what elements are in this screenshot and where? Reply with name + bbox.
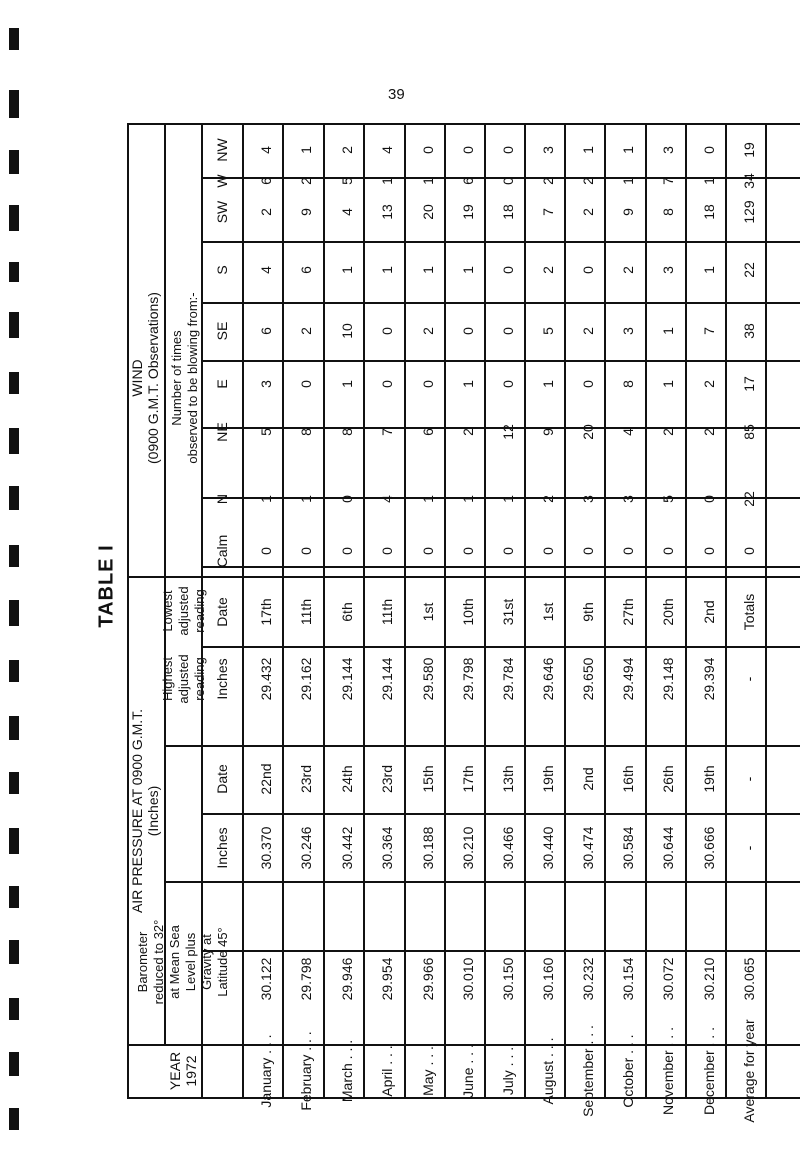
row-wind-e: 0 — [580, 380, 596, 388]
row-wind-nw: 4 — [258, 146, 274, 154]
row-wind-e: 1 — [460, 380, 476, 388]
row-lowest-date: 17th — [258, 598, 274, 626]
row-wind-n: 2 — [540, 495, 556, 503]
row-wind-nw: 0 — [701, 146, 717, 154]
row-wind-se: 5 — [540, 327, 556, 335]
row-lowest-inches: 29.650 — [580, 657, 596, 701]
row-month: June . . . — [460, 1044, 476, 1098]
row-lowest-date: 2nd — [701, 600, 717, 624]
binding-marks — [9, 0, 21, 1159]
wind-dir-header-sw: SW — [214, 200, 230, 224]
grid-line — [201, 813, 800, 815]
row-lowest-inches: 29.580 — [420, 657, 436, 701]
row-wind-sw: 18 — [500, 204, 516, 220]
row-wind-w: 2 — [540, 177, 556, 185]
row-highest-inches: 30.442 — [339, 826, 355, 870]
row-wind-n: 1 — [460, 495, 476, 503]
row-wind-sw: 129 — [741, 200, 757, 224]
row-wind-n: 1 — [258, 495, 274, 503]
row-barometer: 29.946 — [339, 957, 355, 1001]
row-wind-calm: 0 — [620, 547, 636, 555]
grid-line — [242, 123, 244, 1099]
row-wind-nw: 2 — [339, 146, 355, 154]
row-wind-s: 6 — [298, 266, 314, 274]
row-highest-inches: 30.246 — [298, 826, 314, 870]
row-highest-inches: 30.188 — [420, 826, 436, 870]
row-wind-sw: 20 — [420, 204, 436, 220]
row-wind-n: 0 — [339, 495, 355, 503]
row-lowest-inches: 29.162 — [298, 657, 314, 701]
row-wind-sw: 4 — [339, 208, 355, 216]
row-lowest-inches: 29.494 — [620, 657, 636, 701]
lowest-date-header: Date — [214, 597, 230, 627]
row-lowest-inches: 29.646 — [540, 657, 556, 701]
row-month: March . . . — [339, 1039, 355, 1103]
row-wind-s: 0 — [580, 266, 596, 274]
row-wind-nw: 3 — [660, 146, 676, 154]
grid-line — [201, 360, 800, 362]
row-wind-nw: 0 — [420, 146, 436, 154]
row-wind-calm: 0 — [701, 547, 717, 555]
grid-line — [282, 123, 284, 1099]
grid-line — [323, 123, 325, 1099]
row-wind-ne: 12 — [500, 424, 516, 440]
wind-dir-header-n: N — [214, 493, 230, 505]
row-wind-e: 0 — [379, 380, 395, 388]
row-barometer: 29.954 — [379, 957, 395, 1001]
row-lowest-inches: 29.144 — [339, 657, 355, 701]
grid-line — [201, 646, 800, 648]
grid-line — [164, 881, 800, 883]
year-header: YEAR 1972 — [167, 1051, 199, 1091]
row-wind-w: 0 — [500, 177, 516, 185]
row-wind-e: 1 — [660, 380, 676, 388]
wind-dir-header-se: SE — [214, 321, 230, 341]
row-wind-n: 1 — [500, 495, 516, 503]
row-highest-date: 15th — [420, 765, 436, 793]
grid-line — [444, 123, 446, 1099]
highest-date-header: Date — [214, 764, 230, 794]
row-wind-sw: 2 — [580, 208, 596, 216]
row-lowest-date: Totals — [741, 593, 757, 631]
row-barometer: 30.010 — [460, 957, 476, 1001]
row-highest-date: 22nd — [258, 763, 274, 795]
grid-line — [201, 241, 800, 243]
grid-line — [564, 123, 566, 1099]
wind-sub-header: Number of times observed to be blowing from:- — [169, 292, 200, 464]
row-lowest-date: 9th — [580, 602, 596, 622]
row-wind-calm: 0 — [379, 547, 395, 555]
row-wind-nw: 19 — [741, 142, 757, 158]
row-wind-sw: 7 — [540, 208, 556, 216]
row-barometer: 30.072 — [660, 957, 676, 1001]
row-wind-s: 0 — [500, 266, 516, 274]
row-lowest-date: 31st — [500, 598, 516, 626]
row-wind-e: 17 — [741, 376, 757, 392]
grid-line — [164, 745, 800, 747]
row-wind-sw: 9 — [620, 208, 636, 216]
row-wind-se: 3 — [620, 327, 636, 335]
grid-line — [201, 566, 800, 568]
row-wind-ne: 2 — [460, 428, 476, 436]
highest-inches-header: Inches — [214, 827, 230, 869]
row-wind-se: 6 — [258, 327, 274, 335]
row-wind-e: 0 — [420, 380, 436, 388]
wind-dir-header-e: E — [214, 379, 230, 389]
row-wind-e: 1 — [339, 380, 355, 388]
row-wind-w: 6 — [258, 177, 274, 185]
row-wind-calm: 0 — [540, 547, 556, 555]
grid-line — [645, 123, 647, 1099]
row-highest-date: 2nd — [580, 767, 596, 791]
row-month: May . . . — [420, 1046, 436, 1096]
row-wind-se: 2 — [298, 327, 314, 335]
row-highest-inches: 30.644 — [660, 826, 676, 870]
lowest-inches-header: Inches — [214, 658, 230, 700]
row-highest-inches: 30.210 — [460, 826, 476, 870]
highest-header: Highest adjusted reading — [160, 654, 207, 704]
row-wind-s: 3 — [660, 266, 676, 274]
row-wind-nw: 1 — [298, 146, 314, 154]
row-highest-date: 24th — [339, 765, 355, 793]
row-wind-calm: 0 — [741, 547, 757, 555]
row-wind-ne: 5 — [258, 428, 274, 436]
row-wind-se: 2 — [420, 327, 436, 335]
page-number: 39 — [388, 86, 405, 103]
row-wind-ne: 8 — [339, 428, 355, 436]
row-wind-nw: 0 — [500, 146, 516, 154]
row-wind-s: 2 — [540, 266, 556, 274]
row-wind-w: 1 — [620, 177, 636, 185]
row-wind-w: 34 — [741, 173, 757, 189]
row-wind-n: 1 — [298, 495, 314, 503]
grid-line — [404, 123, 406, 1099]
row-lowest-inches: 29.784 — [500, 657, 516, 701]
row-wind-nw: 1 — [580, 146, 596, 154]
row-barometer: 30.065 — [741, 957, 757, 1001]
grid-line — [685, 123, 687, 1099]
wind-dir-header-w: W — [214, 174, 230, 188]
row-lowest-date: 20th — [660, 598, 676, 626]
row-wind-n: 3 — [580, 495, 596, 503]
row-highest-date: 19th — [701, 765, 717, 793]
row-barometer: 30.160 — [540, 957, 556, 1001]
wind-group-header: WIND (0900 G.M.T. Observations) — [129, 292, 161, 464]
row-wind-sw: 2 — [258, 208, 274, 216]
row-wind-e: 3 — [258, 380, 274, 388]
row-lowest-inches: 29.148 — [660, 657, 676, 701]
row-wind-e: 0 — [298, 380, 314, 388]
row-wind-ne: 4 — [620, 428, 636, 436]
row-month: December . . . — [701, 1027, 717, 1115]
row-wind-s: 1 — [460, 266, 476, 274]
pressure-group-header: AIR PRESSURE AT 0900 G.M.T. (Inches) — [129, 708, 161, 914]
row-barometer: 30.122 — [258, 957, 274, 1001]
row-wind-s: 2 — [620, 266, 636, 274]
grid-line — [524, 123, 526, 1099]
row-lowest-date: 1st — [420, 602, 436, 622]
grid-line — [604, 123, 606, 1099]
row-highest-date: 17th — [460, 765, 476, 793]
row-wind-calm: 0 — [460, 547, 476, 555]
grid-line — [164, 1044, 201, 1046]
row-wind-s: 1 — [339, 266, 355, 274]
row-wind-w: 5 — [339, 177, 355, 185]
row-barometer: 29.966 — [420, 957, 436, 1001]
row-wind-ne: 8 — [298, 428, 314, 436]
row-highest-inches: 30.466 — [500, 826, 516, 870]
grid-line — [725, 123, 727, 1099]
row-highest-inches: 30.474 — [580, 826, 596, 870]
row-wind-sw: 13 — [379, 204, 395, 220]
row-highest-date: 13th — [500, 765, 516, 793]
row-wind-nw: 1 — [620, 146, 636, 154]
row-highest-date: 23rd — [379, 764, 395, 794]
row-wind-w: 1 — [420, 177, 436, 185]
row-month: January . . . — [258, 1034, 274, 1108]
row-wind-calm: 0 — [580, 547, 596, 555]
row-lowest-inches: 29.798 — [460, 657, 476, 701]
row-highest-date: - — [741, 776, 757, 782]
row-highest-date: 26th — [660, 765, 676, 793]
row-wind-ne: 7 — [379, 428, 395, 436]
row-wind-sw: 19 — [460, 204, 476, 220]
row-highest-inches: 30.370 — [258, 826, 274, 870]
row-wind-s: 1 — [379, 266, 395, 274]
row-wind-n: 3 — [620, 495, 636, 503]
row-wind-se: 0 — [460, 327, 476, 335]
table-title: TABLE I — [95, 544, 118, 628]
row-lowest-date: 6th — [339, 602, 355, 622]
grid-line — [201, 302, 800, 304]
row-wind-ne: 2 — [701, 428, 717, 436]
row-highest-inches: 30.440 — [540, 826, 556, 870]
row-wind-se: 38 — [741, 323, 757, 339]
row-wind-n: 5 — [660, 495, 676, 503]
row-barometer: 29.798 — [298, 957, 314, 1001]
grid-line — [127, 576, 800, 578]
row-wind-se: 2 — [580, 327, 596, 335]
row-wind-s: 1 — [701, 266, 717, 274]
row-wind-se: 7 — [701, 327, 717, 335]
row-highest-date: 23rd — [298, 764, 314, 794]
row-wind-calm: 0 — [258, 547, 274, 555]
row-wind-ne: 2 — [660, 428, 676, 436]
row-month: February . . . — [298, 1031, 314, 1111]
row-wind-ne: 85 — [741, 424, 757, 440]
row-wind-nw: 3 — [540, 146, 556, 154]
row-lowest-date: 1st — [540, 602, 556, 622]
row-wind-sw: 9 — [298, 208, 314, 216]
grid-line — [201, 950, 800, 952]
row-highest-date: 16th — [620, 765, 636, 793]
row-month: April . . . — [379, 1045, 395, 1097]
row-lowest-date: 10th — [460, 598, 476, 626]
grid-line — [164, 123, 166, 1044]
row-lowest-date: 11th — [379, 598, 395, 626]
row-wind-n: 0 — [701, 495, 717, 503]
row-wind-sw: 18 — [701, 204, 717, 220]
row-wind-calm: 0 — [500, 547, 516, 555]
row-wind-calm: 0 — [298, 547, 314, 555]
row-wind-s: 4 — [258, 266, 274, 274]
row-wind-e: 8 — [620, 380, 636, 388]
row-wind-w: 2 — [580, 177, 596, 185]
row-wind-s: 22 — [741, 262, 757, 278]
row-lowest-inches: - — [741, 676, 757, 682]
row-wind-se: 0 — [379, 327, 395, 335]
row-wind-n: 22 — [741, 491, 757, 507]
row-barometer: 30.210 — [701, 957, 717, 1001]
row-lowest-date: 27th — [620, 598, 636, 626]
row-wind-se: 0 — [500, 327, 516, 335]
row-wind-ne: 9 — [540, 428, 556, 436]
row-wind-se: 1 — [660, 327, 676, 335]
row-wind-e: 1 — [540, 380, 556, 388]
row-lowest-date: 11th — [298, 598, 314, 626]
row-wind-n: 1 — [420, 495, 436, 503]
row-wind-w: 1 — [379, 177, 395, 185]
wind-dir-header-s: S — [214, 265, 230, 275]
row-lowest-inches: 29.432 — [258, 657, 274, 701]
row-wind-e: 2 — [701, 380, 717, 388]
row-highest-date: 19th — [540, 765, 556, 793]
row-wind-ne: 20 — [580, 424, 596, 440]
row-wind-sw: 8 — [660, 208, 676, 216]
row-wind-calm: 0 — [660, 547, 676, 555]
row-wind-nw: 0 — [460, 146, 476, 154]
row-wind-calm: 0 — [339, 547, 355, 555]
row-wind-n: 4 — [379, 495, 395, 503]
row-barometer: 30.154 — [620, 957, 636, 1001]
grid-line — [363, 123, 365, 1099]
row-wind-se: 10 — [339, 323, 355, 339]
row-wind-calm: 0 — [420, 547, 436, 555]
row-wind-w: 2 — [298, 177, 314, 185]
grid-line — [484, 123, 486, 1099]
row-month: October . . . — [620, 1034, 636, 1108]
row-wind-w: 7 — [660, 177, 676, 185]
wind-dir-header-nw: NW — [214, 138, 230, 162]
row-highest-inches: 30.364 — [379, 826, 395, 870]
row-lowest-inches: 29.394 — [701, 657, 717, 701]
row-month: November . . . — [660, 1027, 676, 1115]
row-wind-w: 6 — [460, 177, 476, 185]
row-wind-ne: 6 — [420, 428, 436, 436]
row-wind-s: 1 — [420, 266, 436, 274]
row-wind-e: 0 — [500, 380, 516, 388]
wind-dir-header-ne: NE — [214, 422, 230, 442]
row-month: Average for year — [741, 1019, 757, 1123]
lowest-header: Lowest adjusted reading — [160, 586, 207, 636]
row-highest-inches: 30.666 — [701, 826, 717, 870]
row-highest-inches: 30.584 — [620, 826, 636, 870]
row-lowest-inches: 29.144 — [379, 657, 395, 701]
barometer-header: Barometer reduced to 32° at Mean Sea Level plus Gravity at Latitude 45° — [135, 919, 230, 1005]
row-wind-nw: 4 — [379, 146, 395, 154]
grid-line — [765, 123, 767, 1099]
row-barometer: 30.150 — [500, 957, 516, 1001]
row-month: September . . . — [580, 1025, 596, 1117]
wind-dir-header-calm: Calm — [214, 534, 230, 568]
row-month: July . . . — [500, 1046, 516, 1096]
row-wind-w: 1 — [701, 177, 717, 185]
row-highest-inches: - — [741, 845, 757, 851]
row-barometer: 30.232 — [580, 957, 596, 1001]
row-month: August . . . — [540, 1037, 556, 1105]
